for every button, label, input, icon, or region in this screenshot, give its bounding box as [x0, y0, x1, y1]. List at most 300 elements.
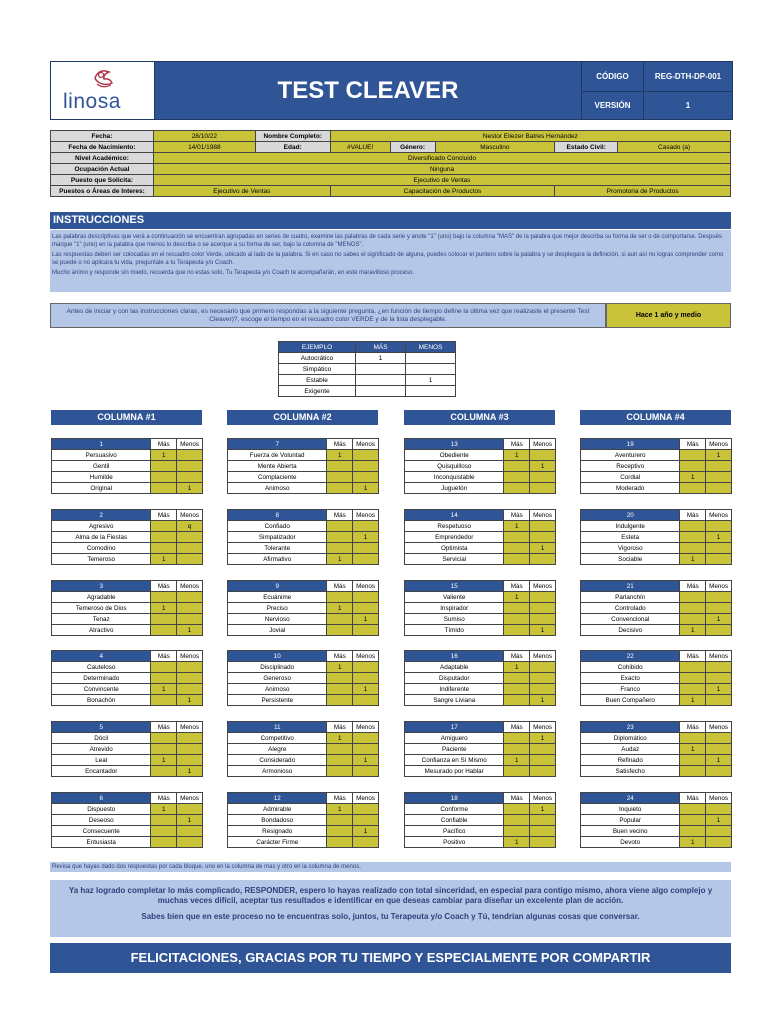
- mas-answer-cell[interactable]: [151, 662, 177, 673]
- word-label: Moderado: [581, 483, 680, 494]
- word-label: Preciso: [228, 603, 327, 614]
- block-number: 7: [228, 439, 327, 450]
- word-block: [51, 509, 203, 565]
- mas-answer-cell[interactable]: [327, 673, 353, 684]
- mas-answer-cell[interactable]: [504, 461, 530, 472]
- mas-answer-cell[interactable]: [504, 804, 530, 815]
- menos-answer-cell[interactable]: [353, 837, 379, 848]
- menos-answer-cell[interactable]: 1: [177, 483, 203, 494]
- menos-answer-cell[interactable]: [706, 472, 732, 483]
- menos-answer-cell[interactable]: [530, 532, 556, 543]
- menos-answer-cell[interactable]: [353, 543, 379, 554]
- mas-answer-cell[interactable]: [504, 472, 530, 483]
- mas-header: Más: [680, 581, 706, 592]
- example-header: MÁS: [356, 342, 406, 353]
- menos-answer-cell[interactable]: [177, 543, 203, 554]
- menos-answer-cell[interactable]: 1: [706, 450, 732, 461]
- word-label: Bonachón: [52, 695, 151, 706]
- word-label: Disciplinado: [228, 662, 327, 673]
- area-2-field[interactable]: Capacitación de Productos: [330, 186, 555, 197]
- example-word: Estable: [279, 375, 356, 386]
- mas-answer-cell[interactable]: 1: [504, 755, 530, 766]
- menos-answer-cell[interactable]: [706, 744, 732, 755]
- menos-answer-cell[interactable]: [530, 826, 556, 837]
- word-block: [404, 650, 556, 706]
- menos-answer-cell[interactable]: [530, 815, 556, 826]
- menos-answer-cell[interactable]: 1: [353, 826, 379, 837]
- congrats-banner: FELICITACIONES, GRACIAS POR TU TIEMPO Y ESPECIALMENTE POR COMPARTIR: [50, 943, 731, 973]
- mas-answer-cell[interactable]: [327, 532, 353, 543]
- mas-answer-cell[interactable]: [680, 673, 706, 684]
- menos-answer-cell[interactable]: [353, 450, 379, 461]
- mas-answer-cell[interactable]: [327, 625, 353, 636]
- mas-answer-cell[interactable]: [504, 744, 530, 755]
- menos-answer-cell[interactable]: [177, 673, 203, 684]
- block-number: 10: [228, 651, 327, 662]
- menos-answer-cell[interactable]: [706, 662, 732, 673]
- menos-answer-cell[interactable]: 1: [177, 625, 203, 636]
- mas-answer-cell[interactable]: [680, 521, 706, 532]
- menos-answer-cell[interactable]: [530, 614, 556, 625]
- mas-answer-cell[interactable]: [504, 815, 530, 826]
- mas-answer-cell[interactable]: [504, 625, 530, 636]
- menos-header: Menos: [530, 722, 556, 733]
- mas-answer-cell[interactable]: [151, 673, 177, 684]
- mas-answer-cell[interactable]: 1: [327, 804, 353, 815]
- word-label: Dispuesto: [52, 804, 151, 815]
- document-title: TEST CLEAVER: [155, 62, 581, 119]
- menos-answer-cell[interactable]: [530, 662, 556, 673]
- mas-answer-cell[interactable]: [151, 733, 177, 744]
- mas-answer-cell[interactable]: 1: [327, 450, 353, 461]
- menos-answer-cell[interactable]: [706, 733, 732, 744]
- nombre-field[interactable]: Nestor Eliezer Batres Hernández: [330, 131, 730, 142]
- mas-answer-cell[interactable]: 1: [151, 450, 177, 461]
- mas-answer-cell[interactable]: 1: [151, 554, 177, 565]
- menos-answer-cell[interactable]: [530, 744, 556, 755]
- menos-answer-cell[interactable]: 1: [530, 625, 556, 636]
- area-1-field[interactable]: Ejecutivo de Ventas: [153, 186, 330, 197]
- mas-answer-cell[interactable]: [151, 766, 177, 777]
- mas-answer-cell[interactable]: 1: [151, 684, 177, 695]
- word-label: Audaz: [581, 744, 680, 755]
- example-word: Autocrático: [279, 353, 356, 364]
- mas-header: Más: [151, 581, 177, 592]
- mas-answer-cell[interactable]: [327, 461, 353, 472]
- mas-answer-cell[interactable]: [504, 733, 530, 744]
- word-block: [51, 438, 203, 494]
- mas-header: Más: [327, 581, 353, 592]
- menos-answer-cell[interactable]: 1: [530, 461, 556, 472]
- word-label: Agresivo: [52, 521, 151, 532]
- word-label: Jovial: [228, 625, 327, 636]
- menos-answer-cell[interactable]: 1: [177, 815, 203, 826]
- word-label: Indulgente: [581, 521, 680, 532]
- menos-answer-cell[interactable]: [530, 554, 556, 565]
- word-label: Devoto: [581, 837, 680, 848]
- word-label: Vigoroso: [581, 543, 680, 554]
- menos-answer-cell[interactable]: 1: [530, 733, 556, 744]
- mas-answer-cell[interactable]: [151, 625, 177, 636]
- menos-header: Menos: [177, 510, 203, 521]
- fecha-field[interactable]: 28/10/22: [153, 131, 255, 142]
- mas-answer-cell[interactable]: 1: [504, 521, 530, 532]
- word-block: [404, 792, 556, 848]
- mas-answer-cell[interactable]: [680, 684, 706, 695]
- menos-answer-cell[interactable]: [177, 755, 203, 766]
- menos-answer-cell[interactable]: [177, 532, 203, 543]
- word-block: [404, 580, 556, 636]
- menos-header: Menos: [353, 793, 379, 804]
- document-header: [50, 61, 733, 120]
- menos-answer-cell[interactable]: [706, 826, 732, 837]
- mas-answer-cell[interactable]: [327, 543, 353, 554]
- menos-answer-cell[interactable]: [706, 521, 732, 532]
- menos-answer-cell[interactable]: [706, 766, 732, 777]
- word-label: Agradable: [52, 592, 151, 603]
- column-header: COLUMNA #1: [51, 410, 202, 425]
- menos-header: Menos: [706, 722, 732, 733]
- mas-answer-cell[interactable]: 1: [504, 662, 530, 673]
- menos-answer-cell[interactable]: [706, 554, 732, 565]
- mas-answer-cell[interactable]: [327, 684, 353, 695]
- mas-answer-cell[interactable]: [680, 532, 706, 543]
- mas-answer-cell[interactable]: 1: [680, 625, 706, 636]
- menos-answer-cell[interactable]: [177, 603, 203, 614]
- word-label: Tolerante: [228, 543, 327, 554]
- menos-answer-cell[interactable]: [706, 837, 732, 848]
- menos-answer-cell[interactable]: [177, 554, 203, 565]
- menos-answer-cell[interactable]: 1: [706, 532, 732, 543]
- mas-answer-cell[interactable]: 1: [680, 744, 706, 755]
- mas-answer-cell[interactable]: [680, 733, 706, 744]
- time-answer-dropdown[interactable]: Hace 1 año y medio: [606, 303, 731, 328]
- menos-answer-cell[interactable]: [530, 483, 556, 494]
- mas-answer-cell[interactable]: [151, 695, 177, 706]
- word-label: Animoso: [228, 483, 327, 494]
- word-label: Animoso: [228, 684, 327, 695]
- nivel-field[interactable]: Diversificado Concluido: [153, 153, 730, 164]
- menos-answer-cell[interactable]: [706, 483, 732, 494]
- word-label: Bondadoso: [228, 815, 327, 826]
- mas-answer-cell[interactable]: [504, 483, 530, 494]
- mas-answer-cell[interactable]: [151, 532, 177, 543]
- mas-answer-cell[interactable]: [680, 815, 706, 826]
- mas-answer-cell[interactable]: [680, 614, 706, 625]
- word-block: [227, 509, 379, 565]
- menos-answer-cell[interactable]: [177, 614, 203, 625]
- menos-answer-cell[interactable]: 1: [530, 804, 556, 815]
- menos-answer-cell[interactable]: [353, 603, 379, 614]
- mas-answer-cell[interactable]: [504, 614, 530, 625]
- example-menos: [406, 364, 456, 375]
- menos-answer-cell[interactable]: [530, 521, 556, 532]
- word-label: Parlanchín: [581, 592, 680, 603]
- closing-message: [50, 880, 731, 937]
- mas-answer-cell[interactable]: [504, 673, 530, 684]
- mas-header: Más: [504, 793, 530, 804]
- mas-answer-cell[interactable]: [327, 826, 353, 837]
- word-label: Carácter Firme: [228, 837, 327, 848]
- menos-answer-cell[interactable]: [353, 766, 379, 777]
- word-label: Optimista: [405, 543, 504, 554]
- word-label: Persistente: [228, 695, 327, 706]
- mas-answer-cell[interactable]: [327, 483, 353, 494]
- word-label: Valiente: [405, 592, 504, 603]
- mas-answer-cell[interactable]: [151, 614, 177, 625]
- civil-field[interactable]: Casado (a): [618, 142, 731, 153]
- mas-answer-cell[interactable]: [327, 472, 353, 483]
- instructions-paragraph: Las respuestas deben ser colocadas en el recuadro color Verde, ubicado al lado de la palabra. Si en caso no sabes el significado de alguna, puedes colocar el puntero sobre la palabra y se desplegara la definición, si aun así no logras comprender como se puede o no aplicara tu vida, preguntale a tu Terapeuta y/o Coach.: [52, 252, 724, 266]
- mas-answer-cell[interactable]: [680, 450, 706, 461]
- mas-answer-cell[interactable]: [504, 532, 530, 543]
- word-label: Exacto: [581, 673, 680, 684]
- mas-answer-cell[interactable]: [151, 461, 177, 472]
- mas-answer-cell[interactable]: [151, 837, 177, 848]
- mas-answer-cell[interactable]: 1: [151, 755, 177, 766]
- menos-answer-cell[interactable]: [706, 625, 732, 636]
- mas-header: Más: [504, 722, 530, 733]
- mas-answer-cell[interactable]: [680, 483, 706, 494]
- mas-header: Más: [151, 722, 177, 733]
- mas-answer-cell[interactable]: [327, 695, 353, 706]
- mas-answer-cell[interactable]: 1: [680, 554, 706, 565]
- word-label: Cauteloso: [52, 662, 151, 673]
- mas-answer-cell[interactable]: [327, 744, 353, 755]
- menos-answer-cell[interactable]: [177, 744, 203, 755]
- menos-answer-cell[interactable]: [177, 733, 203, 744]
- puesto-field[interactable]: Ejecutivo de Ventas: [153, 175, 730, 186]
- word-label: Disputador: [405, 673, 504, 684]
- mas-answer-cell[interactable]: 1: [327, 733, 353, 744]
- menos-answer-cell[interactable]: [177, 450, 203, 461]
- menos-answer-cell[interactable]: [177, 662, 203, 673]
- mas-answer-cell[interactable]: 1: [680, 837, 706, 848]
- menos-header: Menos: [353, 439, 379, 450]
- mas-answer-cell[interactable]: [504, 695, 530, 706]
- menos-answer-cell[interactable]: [353, 733, 379, 744]
- mas-answer-cell[interactable]: 1: [504, 450, 530, 461]
- areas-label: Puestos o Áreas de Interes:: [51, 186, 154, 197]
- menos-answer-cell[interactable]: [530, 837, 556, 848]
- example-menos: [406, 386, 456, 397]
- menos-header: Menos: [530, 793, 556, 804]
- word-label: Inspirador: [405, 603, 504, 614]
- menos-answer-cell[interactable]: 1: [353, 684, 379, 695]
- menos-answer-cell[interactable]: [177, 804, 203, 815]
- mas-answer-cell[interactable]: [504, 766, 530, 777]
- mas-answer-cell[interactable]: [504, 826, 530, 837]
- menos-answer-cell[interactable]: [706, 461, 732, 472]
- word-label: Consecuente: [52, 826, 151, 837]
- mas-answer-cell[interactable]: [680, 543, 706, 554]
- word-label: Buen vecino: [581, 826, 680, 837]
- menos-answer-cell[interactable]: [530, 673, 556, 684]
- menos-header: Menos: [177, 722, 203, 733]
- menos-answer-cell[interactable]: [353, 521, 379, 532]
- document-meta: [581, 62, 732, 119]
- mas-header: Más: [151, 793, 177, 804]
- menos-answer-cell[interactable]: [353, 461, 379, 472]
- company-logo: [51, 62, 155, 119]
- genero-field[interactable]: Masculino: [435, 142, 555, 153]
- mas-answer-cell[interactable]: [504, 543, 530, 554]
- mas-answer-cell[interactable]: 1: [327, 603, 353, 614]
- menos-answer-cell[interactable]: 1: [706, 755, 732, 766]
- mas-answer-cell[interactable]: [151, 815, 177, 826]
- word-label: Generoso: [228, 673, 327, 684]
- menos-answer-cell[interactable]: [530, 450, 556, 461]
- menos-answer-cell[interactable]: [706, 543, 732, 554]
- nacimiento-field[interactable]: 14/01/1988: [153, 142, 255, 153]
- mas-answer-cell[interactable]: 1: [327, 554, 353, 565]
- mas-answer-cell[interactable]: 1: [151, 603, 177, 614]
- word-label: Popular: [581, 815, 680, 826]
- menos-answer-cell[interactable]: 1: [706, 815, 732, 826]
- mas-answer-cell[interactable]: [327, 766, 353, 777]
- word-label: Inconquistable: [405, 472, 504, 483]
- menos-answer-cell[interactable]: 1: [177, 695, 203, 706]
- menos-answer-cell[interactable]: 1: [530, 543, 556, 554]
- menos-answer-cell[interactable]: [530, 755, 556, 766]
- menos-answer-cell[interactable]: [177, 592, 203, 603]
- menos-answer-cell[interactable]: [706, 695, 732, 706]
- menos-answer-cell[interactable]: [353, 744, 379, 755]
- menos-answer-cell[interactable]: [353, 592, 379, 603]
- menos-answer-cell[interactable]: [530, 684, 556, 695]
- menos-answer-cell[interactable]: [530, 472, 556, 483]
- word-block: [580, 650, 732, 706]
- menos-header: Menos: [353, 581, 379, 592]
- mas-answer-cell[interactable]: [680, 592, 706, 603]
- mas-answer-cell[interactable]: 1: [680, 472, 706, 483]
- menos-answer-cell[interactable]: [177, 826, 203, 837]
- menos-answer-cell[interactable]: q: [177, 521, 203, 532]
- word-label: Alegre: [228, 744, 327, 755]
- menos-answer-cell[interactable]: [530, 603, 556, 614]
- mas-answer-cell[interactable]: [504, 603, 530, 614]
- menos-answer-cell[interactable]: [706, 592, 732, 603]
- menos-answer-cell[interactable]: 1: [353, 755, 379, 766]
- mas-answer-cell[interactable]: [680, 826, 706, 837]
- version-label: VERSIÓN: [581, 91, 643, 120]
- mas-answer-cell[interactable]: [680, 804, 706, 815]
- puesto-label: Puesto que Solicita:: [51, 175, 154, 186]
- word-label: Cordial: [581, 472, 680, 483]
- word-label: Considerado: [228, 755, 327, 766]
- menos-answer-cell[interactable]: 1: [530, 695, 556, 706]
- mas-answer-cell[interactable]: [327, 521, 353, 532]
- mas-answer-cell[interactable]: [680, 461, 706, 472]
- menos-header: Menos: [353, 651, 379, 662]
- word-label: Deseoso: [52, 815, 151, 826]
- menos-answer-cell[interactable]: [353, 804, 379, 815]
- example-word: Simpático: [279, 364, 356, 375]
- menos-answer-cell[interactable]: [530, 766, 556, 777]
- word-label: Entusiasta: [52, 837, 151, 848]
- menos-answer-cell[interactable]: [353, 472, 379, 483]
- menos-answer-cell[interactable]: 1: [706, 614, 732, 625]
- mas-answer-cell[interactable]: [151, 472, 177, 483]
- mas-answer-cell[interactable]: [151, 483, 177, 494]
- menos-answer-cell[interactable]: [706, 804, 732, 815]
- menos-answer-cell[interactable]: 1: [353, 532, 379, 543]
- genero-label: Género:: [390, 142, 435, 153]
- instructions-paragraph: Mucho ánimo y responde sin miedo, recuerda que no estas solo, Tu Terapeuta y/o Coach te acompañarán, en este maravilloso proceso.: [52, 270, 415, 276]
- menos-answer-cell[interactable]: [177, 472, 203, 483]
- mas-answer-cell[interactable]: [680, 755, 706, 766]
- menos-answer-cell[interactable]: [177, 837, 203, 848]
- closing-paragraph: Sabes bien que en este proceso no te encuentras solo, juntos, tu Terapeuta y/o Coach y Tú, tendrían algunas cosas que conversar.: [141, 912, 640, 921]
- mas-answer-cell[interactable]: 1: [504, 837, 530, 848]
- mas-answer-cell[interactable]: 1: [327, 662, 353, 673]
- word-label: Mesurado por Hablar: [405, 766, 504, 777]
- menos-answer-cell[interactable]: [353, 815, 379, 826]
- mas-answer-cell[interactable]: [151, 521, 177, 532]
- area-3-field[interactable]: Promotoria de Productos: [555, 186, 731, 197]
- word-label: Cohibido: [581, 662, 680, 673]
- mas-answer-cell[interactable]: [327, 614, 353, 625]
- mas-answer-cell[interactable]: [327, 755, 353, 766]
- word-block: [227, 721, 379, 777]
- word-label: Gentil: [52, 461, 151, 472]
- mas-answer-cell[interactable]: [327, 592, 353, 603]
- menos-answer-cell[interactable]: [353, 625, 379, 636]
- menos-answer-cell[interactable]: [353, 673, 379, 684]
- word-label: Juguetón: [405, 483, 504, 494]
- menos-answer-cell[interactable]: [530, 592, 556, 603]
- column-header: COLUMNA #2: [227, 410, 378, 425]
- word-label: Tímido: [405, 625, 504, 636]
- mas-answer-cell[interactable]: 1: [151, 804, 177, 815]
- menos-answer-cell[interactable]: [177, 461, 203, 472]
- mas-answer-cell[interactable]: [504, 554, 530, 565]
- menos-answer-cell[interactable]: [706, 673, 732, 684]
- mas-answer-cell[interactable]: [680, 766, 706, 777]
- menos-answer-cell[interactable]: [353, 695, 379, 706]
- mas-answer-cell[interactable]: [151, 543, 177, 554]
- mas-answer-cell[interactable]: [151, 744, 177, 755]
- menos-answer-cell[interactable]: 1: [706, 684, 732, 695]
- version-value: 1: [643, 91, 732, 120]
- mas-answer-cell[interactable]: [504, 684, 530, 695]
- example-mas: [356, 386, 406, 397]
- word-block: [580, 580, 732, 636]
- mas-answer-cell[interactable]: [680, 662, 706, 673]
- block-number: 15: [405, 581, 504, 592]
- instructions-heading: INSTRUCCIONES: [50, 212, 731, 229]
- word-label: Franco: [581, 684, 680, 695]
- mas-answer-cell[interactable]: [151, 826, 177, 837]
- mas-answer-cell[interactable]: [151, 592, 177, 603]
- word-label: Fuerza de Voluntad: [228, 450, 327, 461]
- menos-answer-cell[interactable]: 1: [177, 766, 203, 777]
- mas-answer-cell[interactable]: 1: [504, 592, 530, 603]
- menos-answer-cell[interactable]: [353, 554, 379, 565]
- menos-answer-cell[interactable]: [353, 662, 379, 673]
- mas-header: Más: [680, 793, 706, 804]
- mas-answer-cell[interactable]: [327, 815, 353, 826]
- menos-answer-cell[interactable]: 1: [353, 614, 379, 625]
- block-number: 24: [581, 793, 680, 804]
- menos-answer-cell[interactable]: [177, 684, 203, 695]
- menos-answer-cell[interactable]: 1: [353, 483, 379, 494]
- mas-answer-cell[interactable]: [680, 603, 706, 614]
- ocupacion-field[interactable]: Ninguna: [153, 164, 730, 175]
- mas-answer-cell[interactable]: [327, 837, 353, 848]
- menos-answer-cell[interactable]: [706, 603, 732, 614]
- mas-answer-cell[interactable]: 1: [680, 695, 706, 706]
